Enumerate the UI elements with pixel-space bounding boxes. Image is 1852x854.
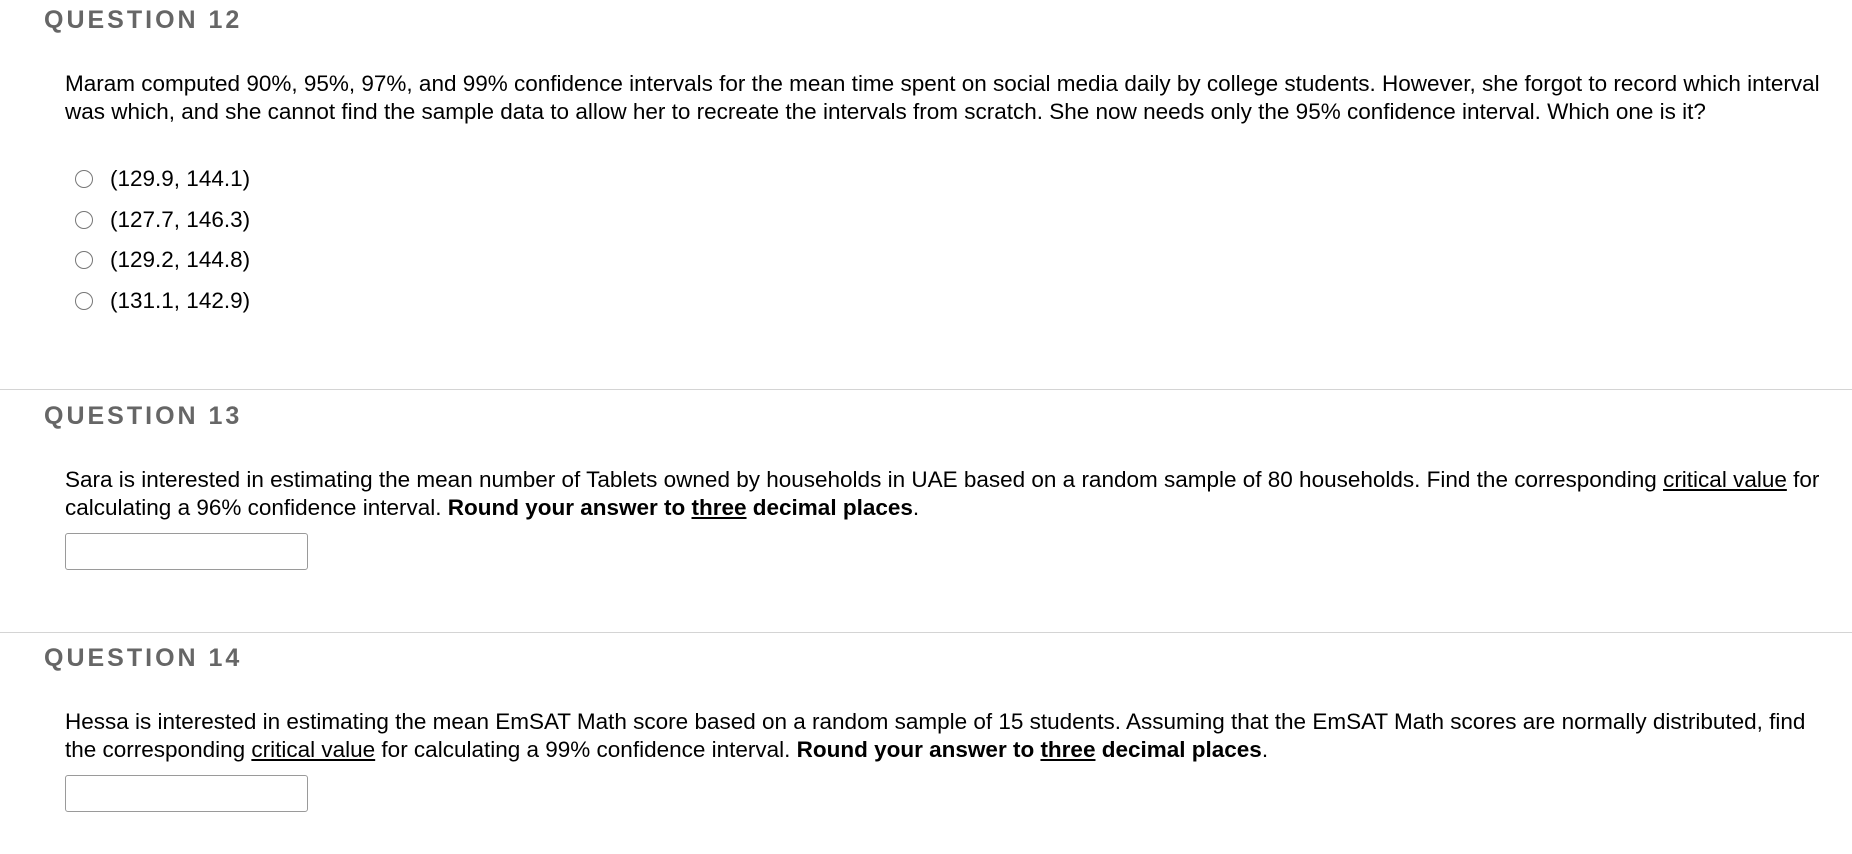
question-13-answer-input[interactable] [65, 533, 308, 570]
q13-text-part: for calculating a 96% confidence interval. [65, 467, 1820, 520]
option-1-radio[interactable] [75, 170, 93, 188]
option-4-label: (131.1, 142.9) [110, 287, 251, 313]
option-1[interactable] [75, 159, 250, 200]
question-13 [0, 390, 1852, 631]
option-4-radio[interactable] [75, 292, 93, 310]
option-2-radio[interactable] [75, 211, 93, 229]
question-13-text [65, 466, 1825, 522]
option-2[interactable] [75, 200, 250, 241]
q14-text-part: . [1261, 737, 1269, 762]
q13-text-part: . [912, 495, 920, 520]
q13-rounding-instruction: Round your answer to three decimal places [447, 495, 913, 520]
q13-critical-value-term: critical value [1663, 467, 1787, 492]
option-3[interactable] [75, 240, 250, 281]
q14-text-part: for calculating a 99% confidence interval. [375, 737, 797, 762]
q13-text-part: Sara is interested in estimating the mean number of Tablets owned by households in UAE based on a random sample of 80 households. Find the corresponding [65, 467, 1664, 492]
question-12 [0, 0, 1852, 388]
option-4[interactable] [75, 281, 250, 322]
option-3-label: (129.2, 144.8) [110, 247, 251, 273]
question-12-options [75, 159, 250, 321]
q14-text-part: Hessa is interested in estimating the mean EmSAT Math score based on a random sample of 15 students. Assuming that the EmSAT Math scores are normally distributed, find the corresponding [65, 709, 1806, 762]
option-1-label: (129.9, 144.1) [110, 166, 251, 192]
question-14-text [65, 708, 1825, 764]
question-14-heading: QUESTION 14 [44, 644, 243, 672]
option-2-label: (127.7, 146.3) [110, 206, 251, 232]
q14-critical-value-term: critical value [251, 737, 376, 762]
question-12-text: Maram computed 90%, 95%, 97%, and 99% confidence intervals for the mean time spent on social media daily by college students. However, she forgot to record which interval was which, and she cannot find the sample data to allow her to recreate the intervals from scratch. She now needs only the 95% confidence interval. Which one is it? [65, 71, 1820, 124]
question-12-heading: QUESTION 12 [44, 6, 243, 34]
question-14-answer-input[interactable] [65, 775, 308, 812]
q14-rounding-instruction: Round your answer to three decimal places [796, 737, 1262, 762]
question-13-heading: QUESTION 13 [44, 402, 243, 430]
question-14 [0, 633, 1852, 854]
option-3-radio[interactable] [75, 251, 93, 269]
